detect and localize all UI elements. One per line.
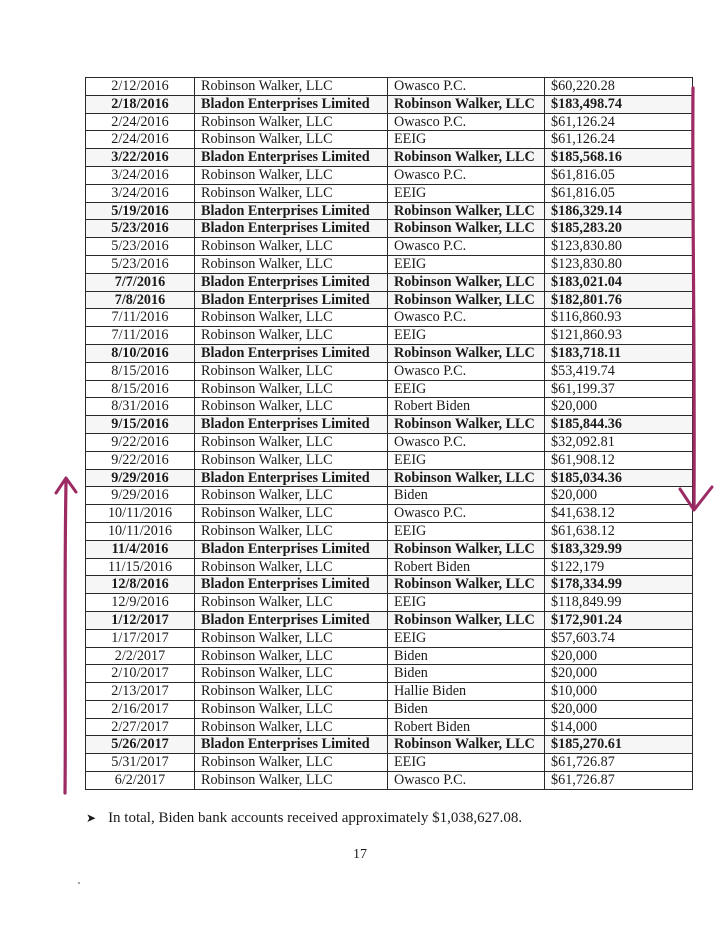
cell-from: Bladon Enterprises Limited — [195, 95, 388, 113]
cell-to: EEIG — [388, 629, 545, 647]
cell-date: 9/29/2016 — [86, 469, 195, 487]
cell-date: 2/16/2017 — [86, 700, 195, 718]
cell-date: 11/4/2016 — [86, 540, 195, 558]
cell-date: 12/9/2016 — [86, 594, 195, 612]
cell-to: Robinson Walker, LLC — [388, 540, 545, 558]
table-row — [86, 113, 693, 131]
cell-to: EEIG — [388, 380, 545, 398]
cell-date: 12/8/2016 — [86, 576, 195, 594]
cell-from: Robinson Walker, LLC — [195, 238, 388, 256]
cell-to: Owasco P.C. — [388, 238, 545, 256]
cell-date: 2/27/2017 — [86, 718, 195, 736]
cell-to: Robinson Walker, LLC — [388, 576, 545, 594]
cell-date: 2/13/2017 — [86, 683, 195, 701]
cell-amount: $185,844.36 — [545, 416, 693, 434]
cell-date: 3/22/2016 — [86, 149, 195, 167]
cell-from: Robinson Walker, LLC — [195, 772, 388, 790]
cell-to: Owasco P.C. — [388, 78, 545, 96]
cell-date: 1/12/2017 — [86, 611, 195, 629]
table-row — [86, 184, 693, 202]
summary-line — [86, 810, 522, 827]
cell-amount: $123,830.80 — [545, 255, 693, 273]
cell-amount: $61,726.87 — [545, 772, 693, 790]
cell-from: Bladon Enterprises Limited — [195, 344, 388, 362]
table-row-incoming — [86, 469, 693, 487]
table-row — [86, 451, 693, 469]
cell-amount: $20,000 — [545, 487, 693, 505]
cell-to: Robinson Walker, LLC — [388, 611, 545, 629]
cell-from: Robinson Walker, LLC — [195, 522, 388, 540]
table-row — [86, 718, 693, 736]
cell-date: 2/18/2016 — [86, 95, 195, 113]
table-row — [86, 309, 693, 327]
table-row — [86, 754, 693, 772]
cell-to: EEIG — [388, 594, 545, 612]
cell-from: Bladon Enterprises Limited — [195, 576, 388, 594]
cell-to: EEIG — [388, 522, 545, 540]
cell-date: 2/12/2016 — [86, 78, 195, 96]
cell-date: 2/24/2016 — [86, 113, 195, 131]
table-row — [86, 522, 693, 540]
cell-date: 3/24/2016 — [86, 166, 195, 184]
cell-to: Robert Biden — [388, 398, 545, 416]
cell-to: Owasco P.C. — [388, 772, 545, 790]
table-row-incoming — [86, 611, 693, 629]
cell-to: Robinson Walker, LLC — [388, 736, 545, 754]
table-row-incoming — [86, 202, 693, 220]
cell-from: Robinson Walker, LLC — [195, 433, 388, 451]
cell-amount: $61,126.24 — [545, 131, 693, 149]
cell-to: EEIG — [388, 131, 545, 149]
cell-amount: $122,179 — [545, 558, 693, 576]
cell-to: Owasco P.C. — [388, 362, 545, 380]
cell-date: 8/15/2016 — [86, 380, 195, 398]
cell-to: EEIG — [388, 451, 545, 469]
cell-amount: $172,901.24 — [545, 611, 693, 629]
cell-date: 10/11/2016 — [86, 505, 195, 523]
cell-to: Hallie Biden — [388, 683, 545, 701]
cell-amount: $182,801.76 — [545, 291, 693, 309]
cell-amount: $61,638.12 — [545, 522, 693, 540]
table-row-incoming — [86, 220, 693, 238]
cell-to: Biden — [388, 487, 545, 505]
table-row-incoming — [86, 540, 693, 558]
cell-amount: $20,000 — [545, 700, 693, 718]
cell-amount: $185,283.20 — [545, 220, 693, 238]
cell-date: 6/2/2017 — [86, 772, 195, 790]
cell-to: Biden — [388, 665, 545, 683]
cell-amount: $183,498.74 — [545, 95, 693, 113]
cell-amount: $183,718.11 — [545, 344, 693, 362]
cell-from: Robinson Walker, LLC — [195, 131, 388, 149]
cell-to: EEIG — [388, 184, 545, 202]
cell-to: Robinson Walker, LLC — [388, 220, 545, 238]
cell-from: Bladon Enterprises Limited — [195, 540, 388, 558]
table-row-incoming — [86, 736, 693, 754]
cell-from: Robinson Walker, LLC — [195, 113, 388, 131]
cell-amount: $20,000 — [545, 398, 693, 416]
cell-to: Owasco P.C. — [388, 505, 545, 523]
cell-amount: $61,816.05 — [545, 166, 693, 184]
cell-from: Bladon Enterprises Limited — [195, 291, 388, 309]
table-row — [86, 772, 693, 790]
cell-amount: $61,726.87 — [545, 754, 693, 772]
table-row — [86, 487, 693, 505]
table-row — [86, 647, 693, 665]
cell-from: Robinson Walker, LLC — [195, 700, 388, 718]
cell-amount: $185,034.36 — [545, 469, 693, 487]
transactions-table-body — [86, 78, 693, 790]
cell-amount: $61,908.12 — [545, 451, 693, 469]
cell-from: Robinson Walker, LLC — [195, 362, 388, 380]
table-row — [86, 131, 693, 149]
cell-from: Robinson Walker, LLC — [195, 327, 388, 345]
cell-from: Bladon Enterprises Limited — [195, 469, 388, 487]
cell-from: Bladon Enterprises Limited — [195, 416, 388, 434]
cell-amount: $185,270.61 — [545, 736, 693, 754]
cell-date: 2/10/2017 — [86, 665, 195, 683]
cell-amount: $61,199.37 — [545, 380, 693, 398]
table-row — [86, 629, 693, 647]
table-row — [86, 78, 693, 96]
cell-to: Robinson Walker, LLC — [388, 273, 545, 291]
cell-to: Owasco P.C. — [388, 433, 545, 451]
cell-date: 7/11/2016 — [86, 309, 195, 327]
cell-amount: $61,126.24 — [545, 113, 693, 131]
table-row — [86, 380, 693, 398]
cell-date: 5/23/2016 — [86, 255, 195, 273]
cell-from: Robinson Walker, LLC — [195, 629, 388, 647]
cell-amount: $20,000 — [545, 647, 693, 665]
cell-from: Robinson Walker, LLC — [195, 665, 388, 683]
cell-date: 9/22/2016 — [86, 451, 195, 469]
cell-from: Robinson Walker, LLC — [195, 754, 388, 772]
table-row — [86, 433, 693, 451]
cell-to: Robinson Walker, LLC — [388, 416, 545, 434]
scan-speck — [78, 882, 80, 884]
cell-from: Bladon Enterprises Limited — [195, 736, 388, 754]
cell-to: Owasco P.C. — [388, 166, 545, 184]
cell-from: Robinson Walker, LLC — [195, 718, 388, 736]
cell-amount: $14,000 — [545, 718, 693, 736]
cell-date: 8/15/2016 — [86, 362, 195, 380]
cell-from: Robinson Walker, LLC — [195, 594, 388, 612]
cell-amount: $178,334.99 — [545, 576, 693, 594]
cell-date: 9/22/2016 — [86, 433, 195, 451]
cell-from: Robinson Walker, LLC — [195, 647, 388, 665]
cell-date: 10/11/2016 — [86, 522, 195, 540]
table-row — [86, 558, 693, 576]
cell-amount: $57,603.74 — [545, 629, 693, 647]
cell-date: 1/17/2017 — [86, 629, 195, 647]
arrowhead-bullet-icon: ➤ — [86, 811, 97, 825]
cell-amount: $183,021.04 — [545, 273, 693, 291]
cell-amount: $20,000 — [545, 665, 693, 683]
cell-to: Robinson Walker, LLC — [388, 202, 545, 220]
cell-date: 5/26/2017 — [86, 736, 195, 754]
cell-date: 7/7/2016 — [86, 273, 195, 291]
cell-date: 8/10/2016 — [86, 344, 195, 362]
table-row — [86, 594, 693, 612]
cell-to: Robinson Walker, LLC — [388, 469, 545, 487]
table-row-incoming — [86, 273, 693, 291]
cell-date: 2/24/2016 — [86, 131, 195, 149]
page-number: 17 — [353, 847, 367, 862]
table-row-incoming — [86, 344, 693, 362]
cell-from: Bladon Enterprises Limited — [195, 273, 388, 291]
cell-from: Bladon Enterprises Limited — [195, 202, 388, 220]
cell-from: Robinson Walker, LLC — [195, 683, 388, 701]
cell-from: Robinson Walker, LLC — [195, 255, 388, 273]
cell-date: 5/19/2016 — [86, 202, 195, 220]
cell-to: Robert Biden — [388, 718, 545, 736]
cell-from: Robinson Walker, LLC — [195, 558, 388, 576]
cell-from: Robinson Walker, LLC — [195, 487, 388, 505]
table-row — [86, 398, 693, 416]
cell-date: 9/15/2016 — [86, 416, 195, 434]
cell-amount: $183,329.99 — [545, 540, 693, 558]
cell-date: 5/23/2016 — [86, 238, 195, 256]
cell-to: Owasco P.C. — [388, 113, 545, 131]
table-row — [86, 505, 693, 523]
cell-to: Owasco P.C. — [388, 309, 545, 327]
cell-from: Robinson Walker, LLC — [195, 78, 388, 96]
cell-date: 5/31/2017 — [86, 754, 195, 772]
cell-amount: $53,419.74 — [545, 362, 693, 380]
table-row — [86, 665, 693, 683]
cell-amount: $41,638.12 — [545, 505, 693, 523]
cell-amount: $60,220.28 — [545, 78, 693, 96]
cell-from: Robinson Walker, LLC — [195, 184, 388, 202]
cell-to: Robinson Walker, LLC — [388, 95, 545, 113]
cell-amount: $185,568.16 — [545, 149, 693, 167]
summary-text: In total, Biden bank accounts received approximately $1,038,627.08. — [108, 810, 523, 826]
table-row-incoming — [86, 576, 693, 594]
cell-to: Robinson Walker, LLC — [388, 344, 545, 362]
cell-date: 5/23/2016 — [86, 220, 195, 238]
table-row — [86, 166, 693, 184]
cell-to: EEIG — [388, 754, 545, 772]
cell-to: Biden — [388, 700, 545, 718]
cell-to: EEIG — [388, 327, 545, 345]
cell-date: 8/31/2016 — [86, 398, 195, 416]
table-row — [86, 683, 693, 701]
cell-from: Robinson Walker, LLC — [195, 166, 388, 184]
table-row-incoming — [86, 95, 693, 113]
cell-to: Robert Biden — [388, 558, 545, 576]
cell-date: 3/24/2016 — [86, 184, 195, 202]
cell-amount: $61,816.05 — [545, 184, 693, 202]
cell-amount: $123,830.80 — [545, 238, 693, 256]
table-row — [86, 327, 693, 345]
cell-amount: $32,092.81 — [545, 433, 693, 451]
cell-amount: $116,860.93 — [545, 309, 693, 327]
cell-to: Robinson Walker, LLC — [388, 291, 545, 309]
cell-from: Robinson Walker, LLC — [195, 451, 388, 469]
cell-date: 7/8/2016 — [86, 291, 195, 309]
cell-date: 7/11/2016 — [86, 327, 195, 345]
table-row — [86, 362, 693, 380]
table-row — [86, 700, 693, 718]
cell-amount: $10,000 — [545, 683, 693, 701]
table-row — [86, 255, 693, 273]
up-arrow-icon — [56, 478, 76, 793]
cell-date: 2/2/2017 — [86, 647, 195, 665]
table-row-incoming — [86, 416, 693, 434]
cell-from: Robinson Walker, LLC — [195, 505, 388, 523]
cell-to: EEIG — [388, 255, 545, 273]
cell-from: Robinson Walker, LLC — [195, 380, 388, 398]
table-row — [86, 238, 693, 256]
cell-to: Biden — [388, 647, 545, 665]
cell-from: Bladon Enterprises Limited — [195, 220, 388, 238]
cell-to: Robinson Walker, LLC — [388, 149, 545, 167]
cell-from: Bladon Enterprises Limited — [195, 149, 388, 167]
cell-date: 9/29/2016 — [86, 487, 195, 505]
transactions-table — [85, 77, 693, 790]
cell-amount: $186,329.14 — [545, 202, 693, 220]
cell-from: Robinson Walker, LLC — [195, 398, 388, 416]
cell-amount: $121,860.93 — [545, 327, 693, 345]
cell-date: 11/15/2016 — [86, 558, 195, 576]
table-row-incoming — [86, 291, 693, 309]
cell-amount: $118,849.99 — [545, 594, 693, 612]
cell-from: Robinson Walker, LLC — [195, 309, 388, 327]
cell-from: Bladon Enterprises Limited — [195, 611, 388, 629]
table-row-incoming — [86, 149, 693, 167]
